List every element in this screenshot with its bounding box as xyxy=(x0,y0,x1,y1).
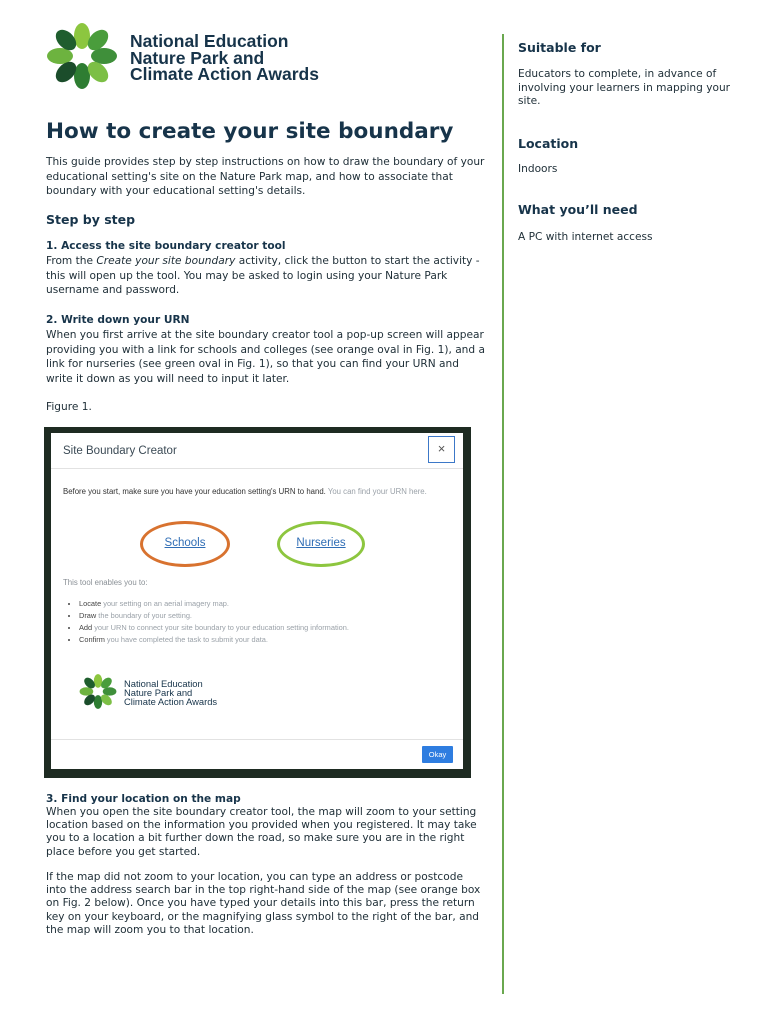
step2-paragraph: When you first arrive at the site boundary creator tool a pop-up screen will appear providing you with a link for schools and colleges (see orange oval in Fig. 1), and a link for nurseries (see green oval in Fig. 1), so that you can find your URN and write it down as you will need to input it later. xyxy=(46,329,485,385)
location-heading: Location xyxy=(518,136,579,151)
suitable-for-heading: Suitable for xyxy=(518,40,601,55)
intro-paragraph: This guide provides step by step instructions on how to draw the boundary of your educational setting's site on the Nature Park map, and how to associate that boundary with your educational setting's details. xyxy=(46,156,485,198)
step1-activity-name: Create your site boundary xyxy=(96,255,236,267)
page-title: How to create your site boundary xyxy=(46,119,454,144)
list-item xyxy=(79,634,459,646)
header-logo xyxy=(44,22,344,94)
list-item-verb: Draw xyxy=(79,611,97,620)
logo-wordmark xyxy=(130,33,319,83)
modal-title: Site Boundary Creator xyxy=(63,445,177,457)
modal-tool-text: This tool enables you to: xyxy=(63,578,148,587)
figure-label: Figure 1. xyxy=(46,401,92,413)
modal-logo-wordmark xyxy=(124,679,217,707)
modal-divider xyxy=(51,468,463,469)
what-you-need-text: A PC with internet access xyxy=(518,231,653,243)
step1-paragraph xyxy=(46,254,486,298)
list-item-rest: your setting on an aerial imagery map. xyxy=(101,599,229,608)
modal-footer-divider xyxy=(51,739,463,740)
site-boundary-modal xyxy=(51,433,463,769)
list-item-verb: Locate xyxy=(79,599,102,608)
figure-1-screenshot xyxy=(44,427,471,778)
modal-logo-line-1: National Education xyxy=(124,678,203,689)
what-you-need-heading: What you’ll need xyxy=(518,202,638,217)
step2-heading: 2. Write down your URN xyxy=(46,314,190,326)
step-by-step-heading: Step by step xyxy=(46,212,136,227)
step1-text-after: activity, click the button to start the activity - this will open up the tool. You may be asked to login using your Nature Park username and password. xyxy=(46,255,480,297)
location-text: Indoors xyxy=(518,163,558,175)
suitable-for-text: Educators to complete, in advance of involving your learners in mapping your site. xyxy=(518,68,731,108)
modal-logo xyxy=(78,673,268,711)
schools-link[interactable]: Schools xyxy=(164,537,206,549)
leaf-flower-logo-icon xyxy=(44,22,120,92)
logo-line-3: Climate Action Awards xyxy=(130,64,319,84)
list-item xyxy=(79,622,459,634)
list-item-verb: Confirm xyxy=(79,635,105,644)
schools-oval xyxy=(140,521,230,567)
modal-intro-dark: Before you start, make sure you have your education setting's URN to hand. xyxy=(63,487,326,496)
modal-intro-text xyxy=(63,486,453,497)
list-item xyxy=(79,610,459,622)
logo-line-2: Nature Park and xyxy=(130,47,265,68)
logo-line-1: National Education xyxy=(130,31,289,51)
step3-heading: 3. Find your location on the map xyxy=(46,793,241,805)
okay-button[interactable]: Okay xyxy=(422,746,453,763)
column-divider xyxy=(502,34,504,994)
modal-feature-list xyxy=(63,598,459,646)
list-item-rest: you have completed the task to submit your data. xyxy=(104,635,268,644)
modal-logo-line-3: Climate Action Awards xyxy=(124,696,218,708)
step3-paragraph-2: If the map did not zoom to your location, you can type an address or postcode into the address search bar in the top right-hand side of the map (see orange box on Fig. 2 below). Once you have typed your details into this bar, press the return key on your keyboard, or the magnifying glass symbol to the right of the bar, and the map will zoom you to that location. xyxy=(46,871,481,936)
nurseries-link[interactable]: Nurseries xyxy=(296,537,346,549)
step1-heading: 1. Access the site boundary creator tool xyxy=(46,240,286,252)
list-item-rest: the boundary of your setting. xyxy=(96,611,192,620)
leaf-flower-logo-icon xyxy=(78,673,118,711)
list-item xyxy=(79,598,459,610)
list-item-rest: your URN to connect your site boundary to your education setting information. xyxy=(92,623,349,632)
close-icon[interactable]: × xyxy=(428,436,455,463)
list-item-verb: Add xyxy=(79,623,93,632)
step1-text-before: From the xyxy=(46,255,97,267)
step3-paragraph-1: When you open the site boundary creator tool, the map will zoom to your setting location based on the information you provided when you registered. It may take you to a location a bit further down the road, so make sure you are in the right place before you get started. xyxy=(46,806,477,858)
modal-logo-line-2: Nature Park and xyxy=(124,687,193,699)
nurseries-oval xyxy=(277,521,365,567)
modal-intro-faded: You can find your URN here. xyxy=(325,487,427,496)
